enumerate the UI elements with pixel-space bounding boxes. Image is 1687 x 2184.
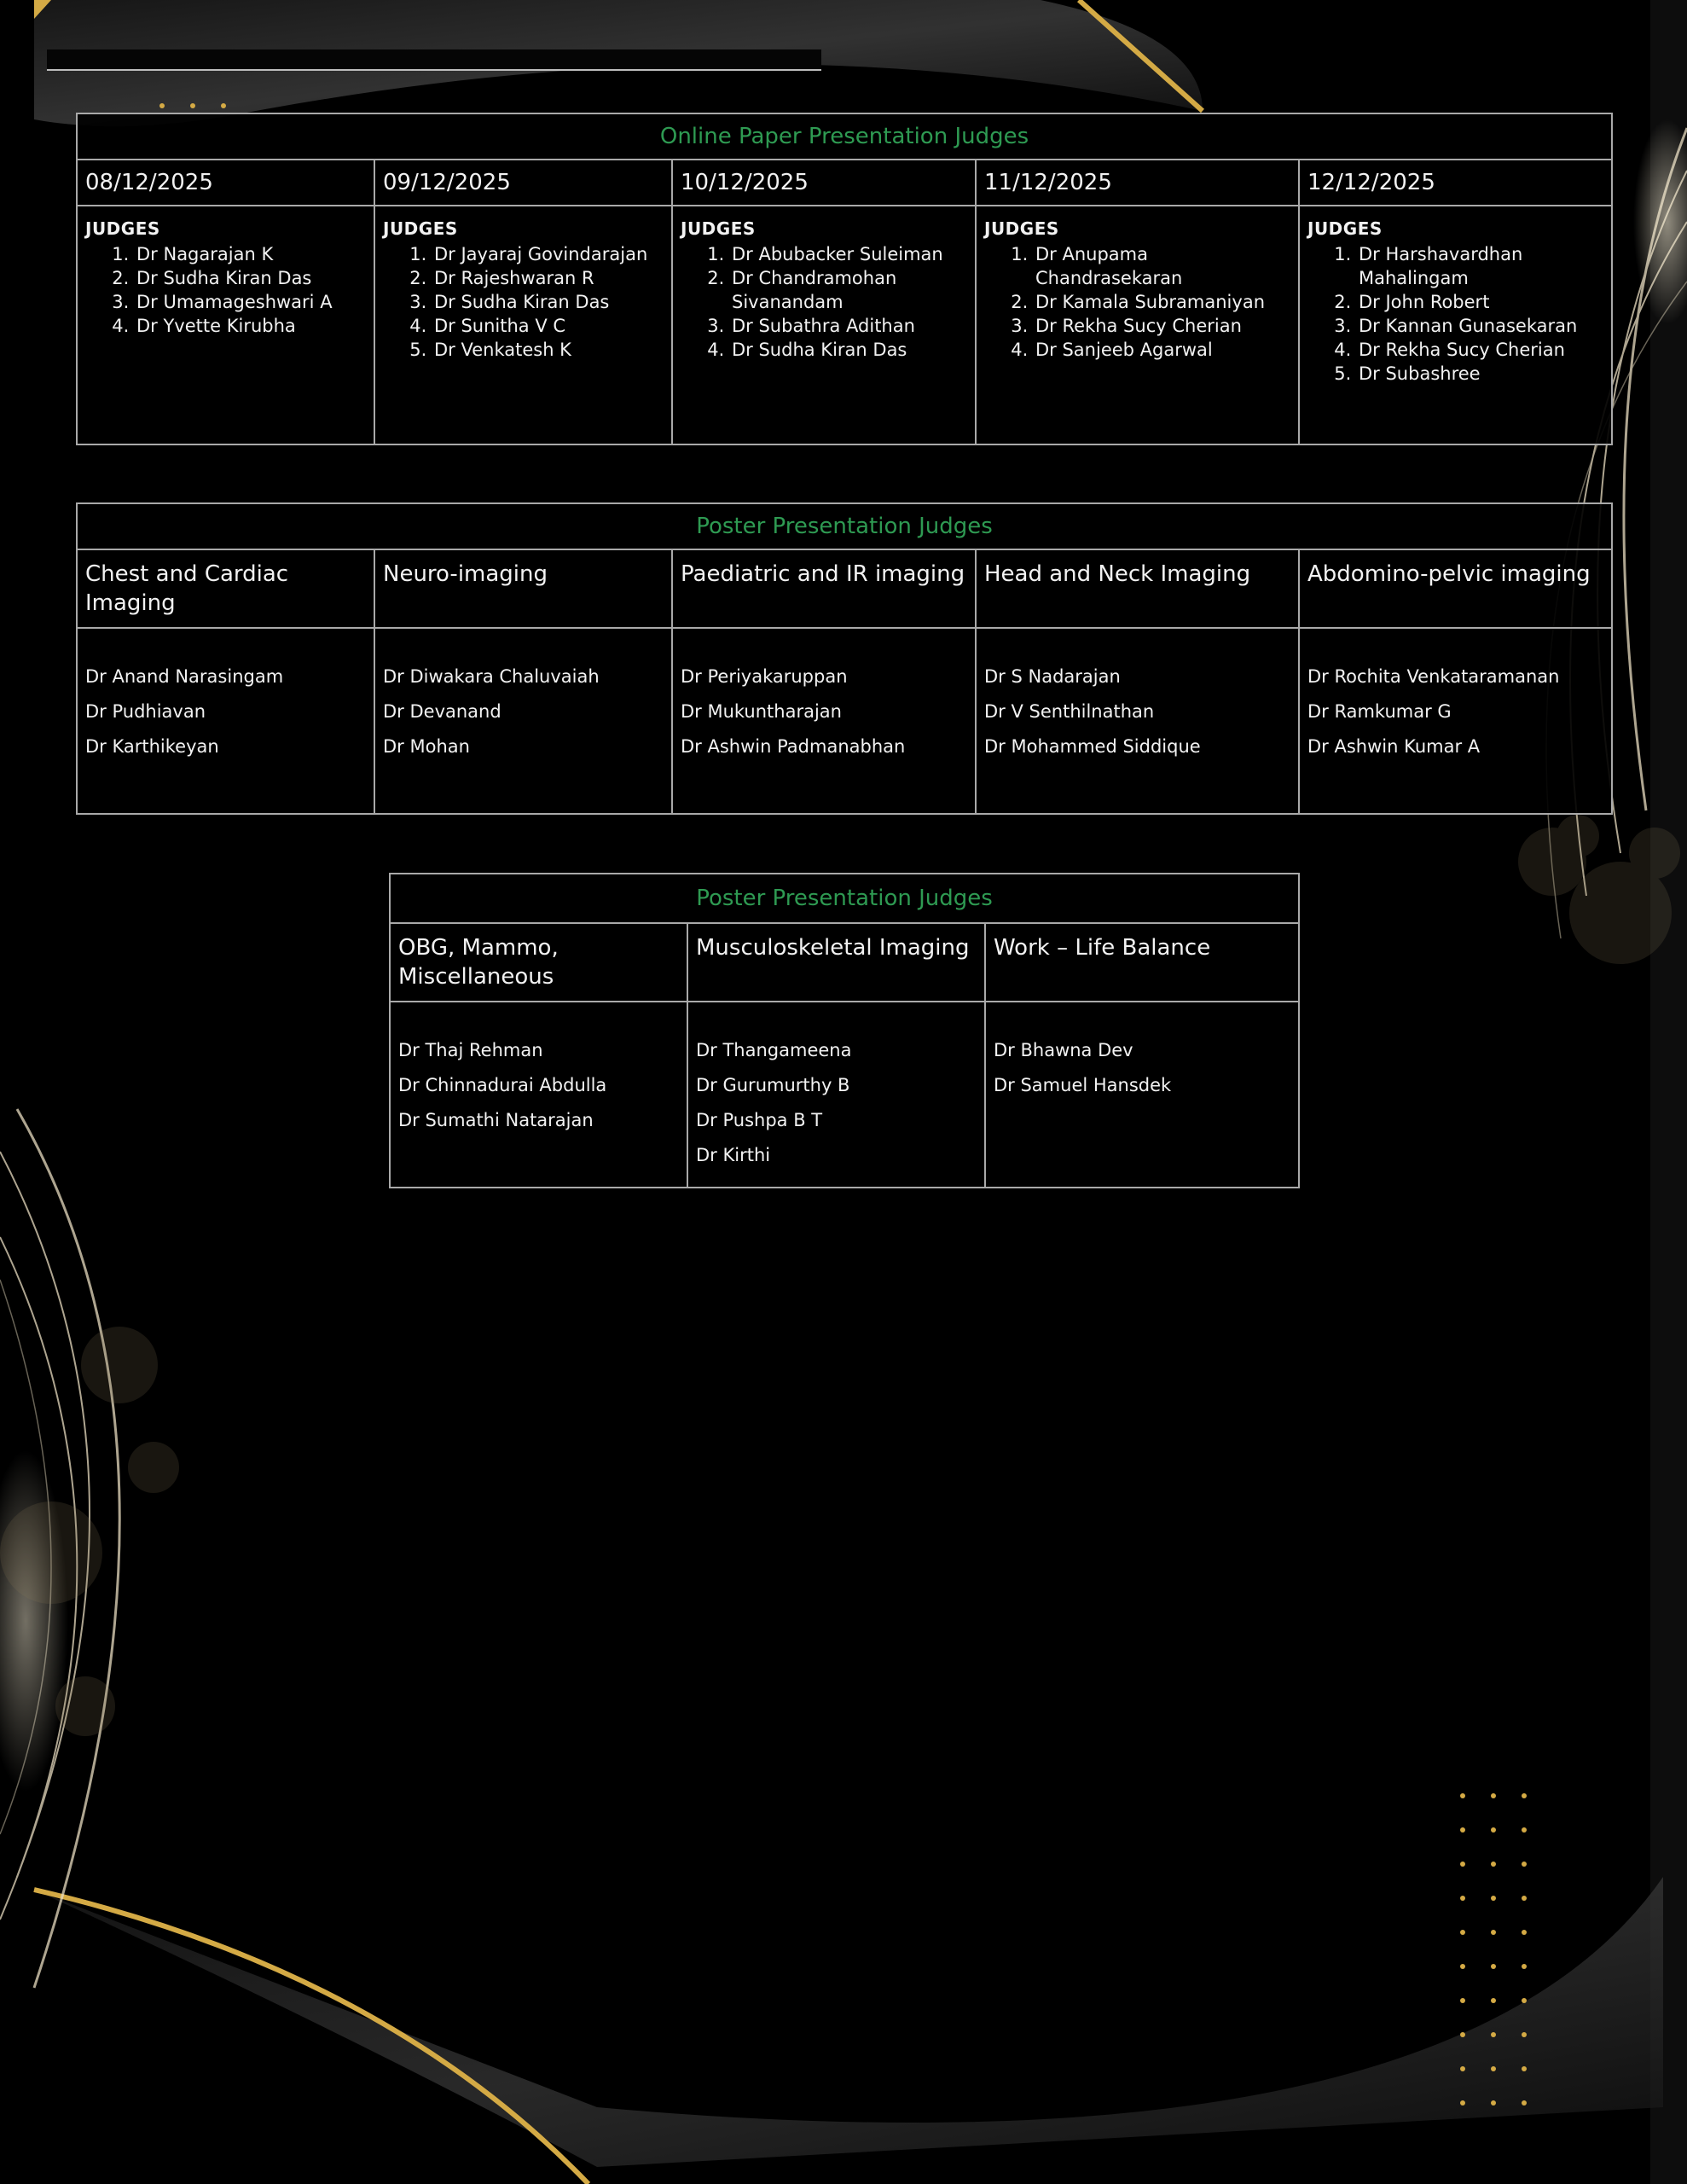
judges-cell bbox=[77, 628, 374, 814]
judge-name: Dr Samuel Hansdek bbox=[994, 1075, 1172, 1095]
online-judges-table bbox=[76, 113, 1613, 445]
poster-judges-table-1 bbox=[76, 502, 1613, 815]
judge-name: 2. Dr Rajeshwaran R bbox=[432, 266, 664, 290]
decorative-dot bbox=[1522, 1896, 1527, 1901]
decorative-dot bbox=[1522, 2066, 1527, 2071]
judge-name: 5. Dr Venkatesh K bbox=[432, 338, 664, 362]
judges-list bbox=[681, 242, 967, 362]
decorative-dot bbox=[1491, 1930, 1496, 1935]
judges-list bbox=[85, 242, 366, 338]
judge-name: 2. Dr John Robert bbox=[1357, 290, 1603, 314]
decorative-dot bbox=[1522, 2100, 1527, 2106]
judge-name: 4. Dr Sudha Kiran Das bbox=[730, 338, 967, 362]
decorative-dot bbox=[1491, 2100, 1496, 2106]
judge-name: Dr Thangameena bbox=[696, 1040, 852, 1060]
judge-name: Dr Mukuntharajan bbox=[681, 701, 842, 722]
judges-label: JUDGES bbox=[1307, 218, 1383, 239]
decorative-dot bbox=[1522, 1964, 1527, 1969]
judge-name: 4. Dr Sunitha V C bbox=[432, 314, 664, 338]
decorative-dot bbox=[1491, 2032, 1496, 2037]
decorative-dot bbox=[1460, 1793, 1465, 1798]
judge-name: Dr Ashwin Kumar A bbox=[1307, 736, 1481, 757]
decorative-dot bbox=[1522, 1862, 1527, 1867]
category-header: Musculoskeletal Imaging bbox=[687, 923, 985, 1002]
judge-name: 4. Dr Yvette Kirubha bbox=[135, 314, 366, 338]
poster-table-title: Poster Presentation Judges bbox=[77, 503, 1612, 549]
decorative-dot bbox=[1522, 1793, 1527, 1798]
judges-cell bbox=[672, 206, 976, 444]
judges-label: JUDGES bbox=[681, 218, 756, 239]
judges-cell bbox=[1299, 628, 1612, 814]
judge-name: Dr V Senthilnathan bbox=[984, 701, 1155, 722]
category-header: Work – Life Balance bbox=[985, 923, 1299, 1002]
date-header: 11/12/2025 bbox=[976, 160, 1299, 206]
online-table-title: Online Paper Presentation Judges bbox=[77, 113, 1612, 160]
judge-name: 4. Dr Sanjeeb Agarwal bbox=[1034, 338, 1290, 362]
judges-cell bbox=[687, 1002, 985, 1188]
judge-name: Dr Chinnadurai Abdulla bbox=[398, 1075, 607, 1095]
judges-list bbox=[984, 242, 1290, 362]
judge-name: Dr Pushpa B T bbox=[696, 1110, 823, 1130]
judge-name: 1. Dr Nagarajan K bbox=[135, 242, 366, 266]
judge-name: 3. Dr Umamageshwari A bbox=[135, 290, 366, 314]
judges-label: JUDGES bbox=[85, 218, 160, 239]
judge-name: Dr Bhawna Dev bbox=[994, 1040, 1133, 1060]
category-header: Head and Neck Imaging bbox=[976, 549, 1299, 628]
judge-name: Dr Ashwin Padmanabhan bbox=[681, 736, 906, 757]
decorative-dot bbox=[1460, 1827, 1465, 1833]
judges-cell bbox=[1299, 206, 1612, 444]
judge-name: Dr Sumathi Natarajan bbox=[398, 1110, 594, 1130]
header-rule bbox=[47, 69, 821, 71]
judge-name: Dr Periyakaruppan bbox=[681, 666, 848, 687]
judge-name: 3. Dr Sudha Kiran Das bbox=[432, 290, 664, 314]
judge-name: Dr Ramkumar G bbox=[1307, 701, 1452, 722]
judge-name: Dr S Nadarajan bbox=[984, 666, 1121, 687]
decorative-dot bbox=[1460, 1896, 1465, 1901]
judge-name: 2. Dr Sudha Kiran Das bbox=[135, 266, 366, 290]
decorative-dot bbox=[1522, 2032, 1527, 2037]
judges-cell bbox=[374, 206, 672, 444]
judge-name: 1. Dr Harshavardhan Mahalingam bbox=[1357, 242, 1603, 290]
category-header: Paediatric and IR imaging bbox=[672, 549, 976, 628]
decorative-dot bbox=[1491, 1964, 1496, 1969]
judge-name: 1. Dr Abubacker Suleiman bbox=[730, 242, 967, 266]
decorative-dot bbox=[1491, 1998, 1496, 2003]
decorative-dot bbox=[1460, 1964, 1465, 1969]
decorative-dot bbox=[1491, 1827, 1496, 1833]
decorative-dot bbox=[1491, 1896, 1496, 1901]
decorative-dot bbox=[1460, 1930, 1465, 1935]
date-header: 12/12/2025 bbox=[1299, 160, 1612, 206]
judges-cell bbox=[985, 1002, 1299, 1188]
date-header: 09/12/2025 bbox=[374, 160, 672, 206]
poster-table-title: Poster Presentation Judges bbox=[390, 874, 1299, 923]
decorative-dot bbox=[1522, 1930, 1527, 1935]
judge-name: Dr Diwakara Chaluvaiah bbox=[383, 666, 600, 687]
judge-name: Dr Thaj Rehman bbox=[398, 1040, 543, 1060]
judges-cell bbox=[77, 206, 374, 444]
judges-label: JUDGES bbox=[383, 218, 458, 239]
decorative-dot bbox=[1460, 2100, 1465, 2106]
decorative-dot bbox=[1522, 1827, 1527, 1833]
decorative-dot bbox=[1460, 2066, 1465, 2071]
judge-name: 3. Dr Rekha Sucy Cherian bbox=[1034, 314, 1290, 338]
judges-cell bbox=[976, 206, 1299, 444]
category-header: Chest and Cardiac Imaging bbox=[77, 549, 374, 628]
judge-name: Dr Devanand bbox=[383, 701, 501, 722]
judge-name: Dr Mohammed Siddique bbox=[984, 736, 1201, 757]
judge-name: Dr Rochita Venkataramanan bbox=[1307, 666, 1560, 687]
decorative-dot bbox=[1460, 1862, 1465, 1867]
judge-name: Dr Pudhiavan bbox=[85, 701, 206, 722]
judges-list bbox=[383, 242, 664, 362]
judges-cell bbox=[672, 628, 976, 814]
poster-judges-table-2 bbox=[389, 873, 1300, 1188]
judge-name: Dr Anand Narasingam bbox=[85, 666, 284, 687]
decorative-dot bbox=[1491, 2066, 1496, 2071]
decorative-dot bbox=[1491, 1862, 1496, 1867]
judges-cell bbox=[374, 628, 672, 814]
judge-name: 3. Dr Subathra Adithan bbox=[730, 314, 967, 338]
judge-name: Dr Kirthi bbox=[696, 1145, 771, 1165]
judge-name: 1. Dr Jayaraj Govindarajan bbox=[432, 242, 664, 266]
category-header: Abdomino-pelvic imaging bbox=[1299, 549, 1612, 628]
decorative-dot bbox=[1460, 1998, 1465, 2003]
decorative-dot bbox=[1460, 2032, 1465, 2037]
judges-cell bbox=[390, 1002, 687, 1188]
judge-name: 2. Dr Chandramohan Sivanandam bbox=[730, 266, 967, 314]
judge-name: Dr Mohan bbox=[383, 736, 470, 757]
judges-list bbox=[1307, 242, 1603, 386]
judges-cell bbox=[976, 628, 1299, 814]
decorative-dot bbox=[1522, 1998, 1527, 2003]
judge-name: Dr Gurumurthy B bbox=[696, 1075, 850, 1095]
judge-name: 4. Dr Rekha Sucy Cherian bbox=[1357, 338, 1603, 362]
judge-name: 3. Dr Kannan Gunasekaran bbox=[1357, 314, 1603, 338]
category-header: Neuro-imaging bbox=[374, 549, 672, 628]
judge-name: Dr Karthikeyan bbox=[85, 736, 219, 757]
judges-label: JUDGES bbox=[984, 218, 1059, 239]
date-header: 10/12/2025 bbox=[672, 160, 976, 206]
judge-name: 1. Dr Anupama Chandrasekaran bbox=[1034, 242, 1290, 290]
category-header: OBG, Mammo, Miscellaneous bbox=[390, 923, 687, 1002]
date-header: 08/12/2025 bbox=[77, 160, 374, 206]
judge-name: 2. Dr Kamala Subramaniyan bbox=[1034, 290, 1290, 314]
decorative-dot bbox=[1491, 1793, 1496, 1798]
judge-name: 5. Dr Subashree bbox=[1357, 362, 1603, 386]
